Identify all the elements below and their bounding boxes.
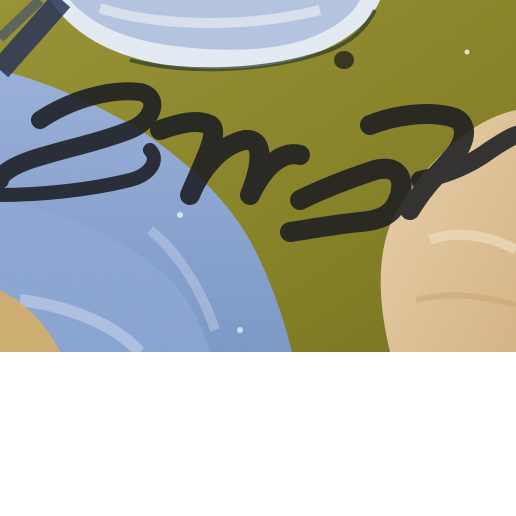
blank-white-area [0,352,516,516]
paint-dot [334,51,354,69]
